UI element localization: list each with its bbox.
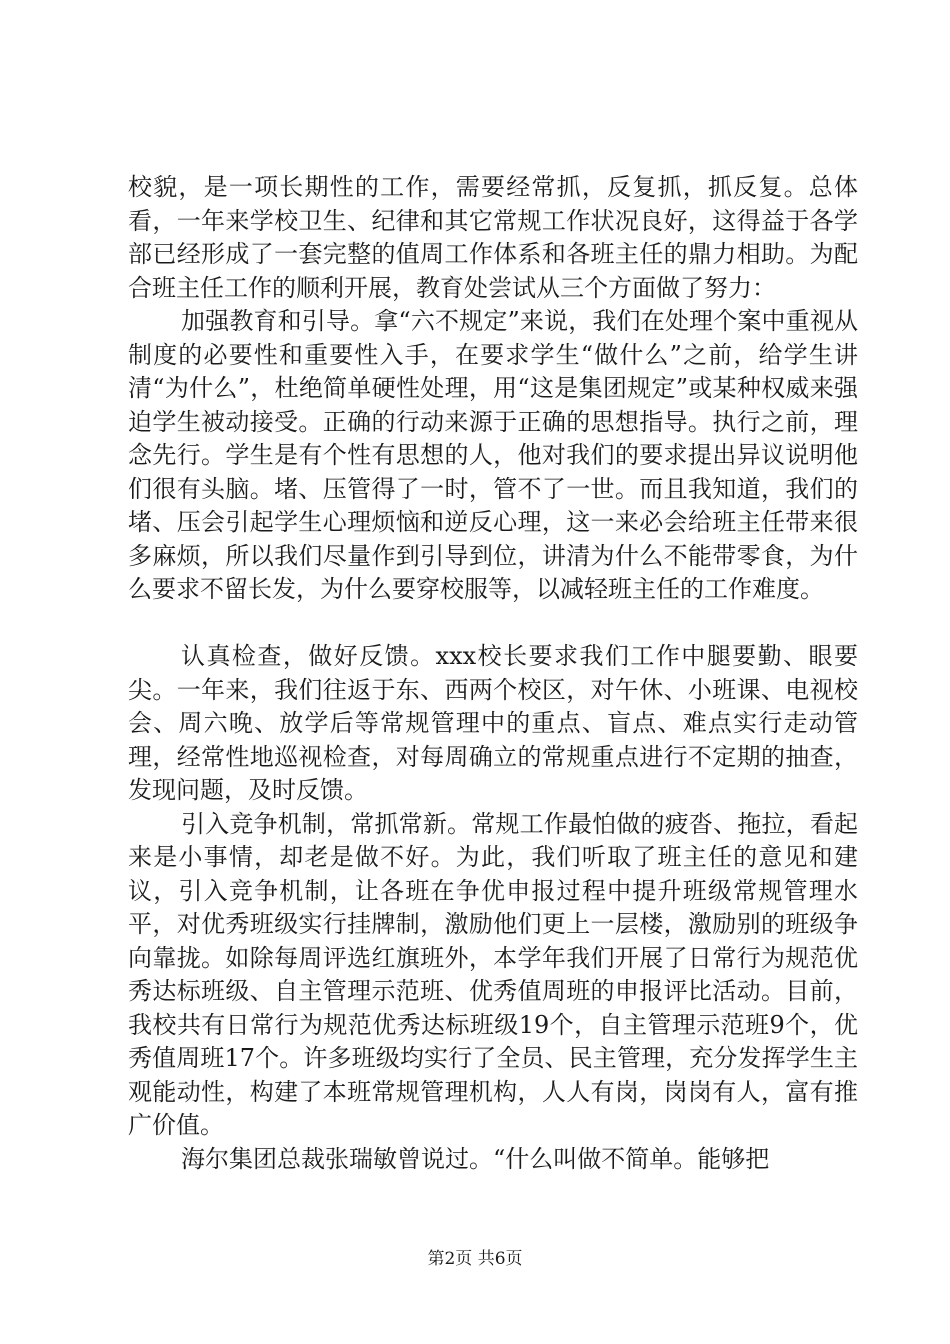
page-number-footer: 第2页 共6页 (427, 1249, 523, 1269)
paragraph-spacer (128, 607, 858, 641)
paragraph-education-guidance: 加强教育和引导。拿“六不规定”来说，我们在处理个案中重视从制度的必要性和重要性入手，在要求学生“做什么”之前，给学生讲清“为什么”，杜绝简单硬性处理，用“这是集团规定”或某种权威来强迫学生被动接受。正确的行动来源于正确的思想指导。执行之前，理念先行。学生是有个性有思想的人，他对我们的要求提出异议说明他们很有头脑。堵、压管得了一时，管不了一世。而且我知道，我们的堵、压会引起学生心理烦恼和逆反心理，这一来必会给班主任带来很多麻烦，所以我们尽量作到引导到位，讲清为什么不能带零食，为什么要求不留长发，为什么要穿校服等，以减轻班主任的工作难度。 (128, 307, 858, 603)
document-body (128, 171, 858, 1176)
paragraph-haier-quote: 海尔集团总裁张瑞敏曾说过。“什么叫做不简单。能够把 (181, 1144, 770, 1173)
paragraph-continuation: 校貌，是一项长期性的工作，需要经常抓，反复抓，抓反复。总体看，一年来学校卫生、纪律和其它常规工作状况良好，这得益于各学部已经形成了一套完整的值周工作体系和各班主任的鼎力相助。为配合班主任工作的顺利开展，教育处尝试从三个方面做了努力： (128, 173, 858, 302)
paragraph-inspection-feedback: 认真检查，做好反馈。xxx校长要求我们工作中腿要勤、眼要尖。一年来，我们往返于东、西两个校区，对午休、小班课、电视校会、周六晚、放学后等常规管理中的重点、盲点、难点实行走动管理，经常性地巡视检查，对每周确立的常规重点进行不定期的抽查，发现问题，及时反馈。 (128, 642, 858, 804)
paragraph-competition-mechanism: 引入竞争机制，常抓常新。常规工作最怕做的疲沓、拖拉，看起来是小事情，却老是做不好。为此，我们听取了班主任的意见和建议，引入竞争机制，让各班在争优申报过程中提升班级常规管理水平，对优秀班级实行挂牌制，激励他们更上一层楼，激励别的班级争向靠拢。如除每周评选红旗班外，本学年我们开展了日常行为规范优秀达标班级、自主管理示范班、优秀值周班的申报评比活动。目前，我校共有日常行为规范优秀达标班级19个，自主管理示范班9个，优秀值周班17个。许多班级均实行了全员、民主管理，充分发挥学生主观能动性，构建了本班常规管理机构，人人有岗，岗岗有人，富有推广价值。 (128, 809, 858, 1139)
